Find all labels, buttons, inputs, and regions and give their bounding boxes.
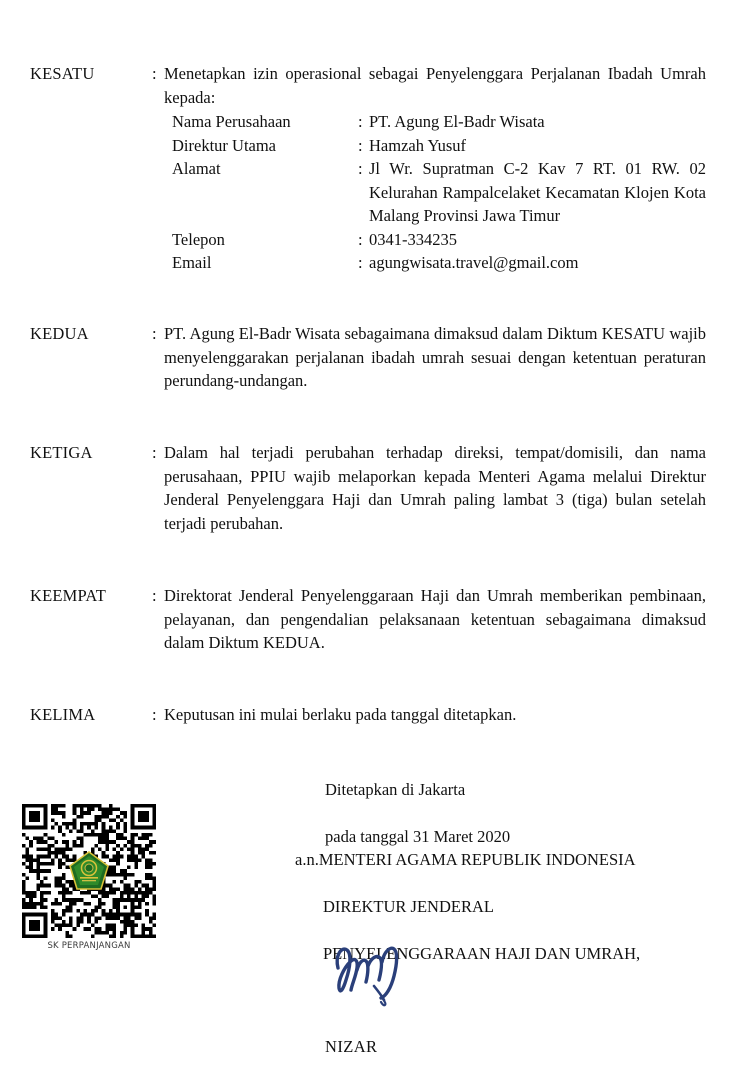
detail-value-alamat: Jl Wr. Supratman C-2 Kav 7 RT. 01 RW. 02 Kelurahan Rampalcelaket Kecamatan Klojen Kota Malang Provinsi Jawa Timur bbox=[369, 159, 706, 225]
detail-sep-nama-perusahaan: : bbox=[358, 112, 363, 131]
dictum-kesatu-label: KESATU bbox=[30, 64, 95, 83]
detail-row-alamat bbox=[172, 157, 706, 228]
dictum-kedua bbox=[30, 322, 706, 393]
dictum-ketiga-label: KETIGA bbox=[30, 443, 93, 462]
dictum-ketiga bbox=[30, 441, 706, 535]
kemenag-emblem-icon bbox=[69, 851, 109, 891]
dictum-kesatu bbox=[30, 62, 706, 109]
authority-line-hajj-umrah: PENYELENGGARAAN HAJI DAN UMRAH, bbox=[323, 943, 641, 963]
authority-line-director-general: DIREKTUR JENDERAL bbox=[323, 896, 494, 916]
place-line: Ditetapkan di Jakarta bbox=[325, 779, 466, 799]
detail-value-telepon: 0341-334235 bbox=[369, 229, 457, 249]
detail-sep-telepon: : bbox=[358, 229, 363, 249]
detail-sep-email: : bbox=[358, 253, 363, 272]
detail-row-nama-perusahaan bbox=[172, 110, 706, 134]
detail-key-email: Email bbox=[172, 253, 212, 272]
detail-value-direktur-utama: Hamzah Yusuf bbox=[369, 135, 466, 155]
qr-code-caption: SK PERPANJANGAN bbox=[47, 941, 131, 951]
dictum-kelima-label: KELIMA bbox=[30, 705, 96, 724]
dictum-kedua-colon: : bbox=[152, 324, 157, 343]
dictum-ketiga-body: Dalam hal terjadi perubahan terhadap direksi, tempat/domisili, dan nama perusahaan, PPIU wajib melaporkan kepada Menteri Agama melalui Direktur Jenderal Penyelenggara Haji dan Umrah paling lambat 3 (tiga) bulan setelah terjadi perubahan. bbox=[164, 443, 706, 533]
detail-key-telepon: Telepon bbox=[172, 229, 225, 249]
detail-sep-alamat: : bbox=[358, 159, 363, 178]
company-details-table bbox=[172, 110, 706, 275]
dictum-kelima bbox=[30, 703, 706, 727]
detail-row-email bbox=[172, 251, 706, 275]
handwritten-signature bbox=[330, 938, 422, 1010]
dictum-kedua-body: PT. Agung El-Badr Wisata sebagaimana dimaksud dalam Diktum KESATU wajib menyelenggarakan perjalanan ibadah umrah sesuai dengan ketentuan peraturan perundang-undangan. bbox=[164, 324, 706, 390]
detail-key-alamat: Alamat bbox=[172, 159, 221, 178]
qr-code-stamp bbox=[22, 804, 156, 938]
detail-value-nama-perusahaan: PT. Agung El-Badr Wisata bbox=[369, 112, 545, 131]
authority-line-minister: a.n.MENTERI AGAMA REPUBLIK INDONESIA bbox=[295, 849, 636, 869]
dictum-kesatu-body: Menetapkan izin operasional sebagai Penyelenggara Perjalanan Ibadah Umrah kepada: bbox=[164, 64, 706, 107]
dictum-kelima-body: Keputusan ini mulai berlaku pada tanggal ditetapkan. bbox=[164, 705, 517, 724]
detail-key-direktur-utama: Direktur Utama bbox=[172, 135, 277, 155]
detail-row-telepon bbox=[172, 228, 706, 252]
dictum-keempat-label: KEEMPAT bbox=[30, 586, 106, 605]
dictum-ketiga-colon: : bbox=[152, 443, 157, 462]
signatory-name: NIZAR bbox=[325, 1037, 378, 1056]
date-line: pada tanggal 31 Maret 2020 bbox=[325, 826, 511, 846]
dictum-keempat-colon: : bbox=[152, 586, 157, 605]
dictum-keempat bbox=[30, 584, 706, 655]
dictum-kedua-label: KEDUA bbox=[30, 324, 89, 343]
detail-sep-direktur-utama: : bbox=[358, 135, 363, 155]
dictum-keempat-body: Direktorat Jenderal Penyelenggaraan Haji dan Umrah memberikan pembinaan, pelayanan, dan pengendalian pelaksanaan ketentuan sebagaimana dimaksud dalam Diktum KEDUA. bbox=[164, 586, 706, 652]
detail-key-nama-perusahaan: Nama Perusahaan bbox=[172, 112, 291, 131]
detail-value-email: agungwisata.travel@gmail.com bbox=[369, 253, 579, 272]
dictum-kelima-colon: : bbox=[152, 705, 157, 724]
dictum-kesatu-colon: : bbox=[152, 64, 157, 83]
detail-row-direktur-utama bbox=[172, 134, 706, 158]
